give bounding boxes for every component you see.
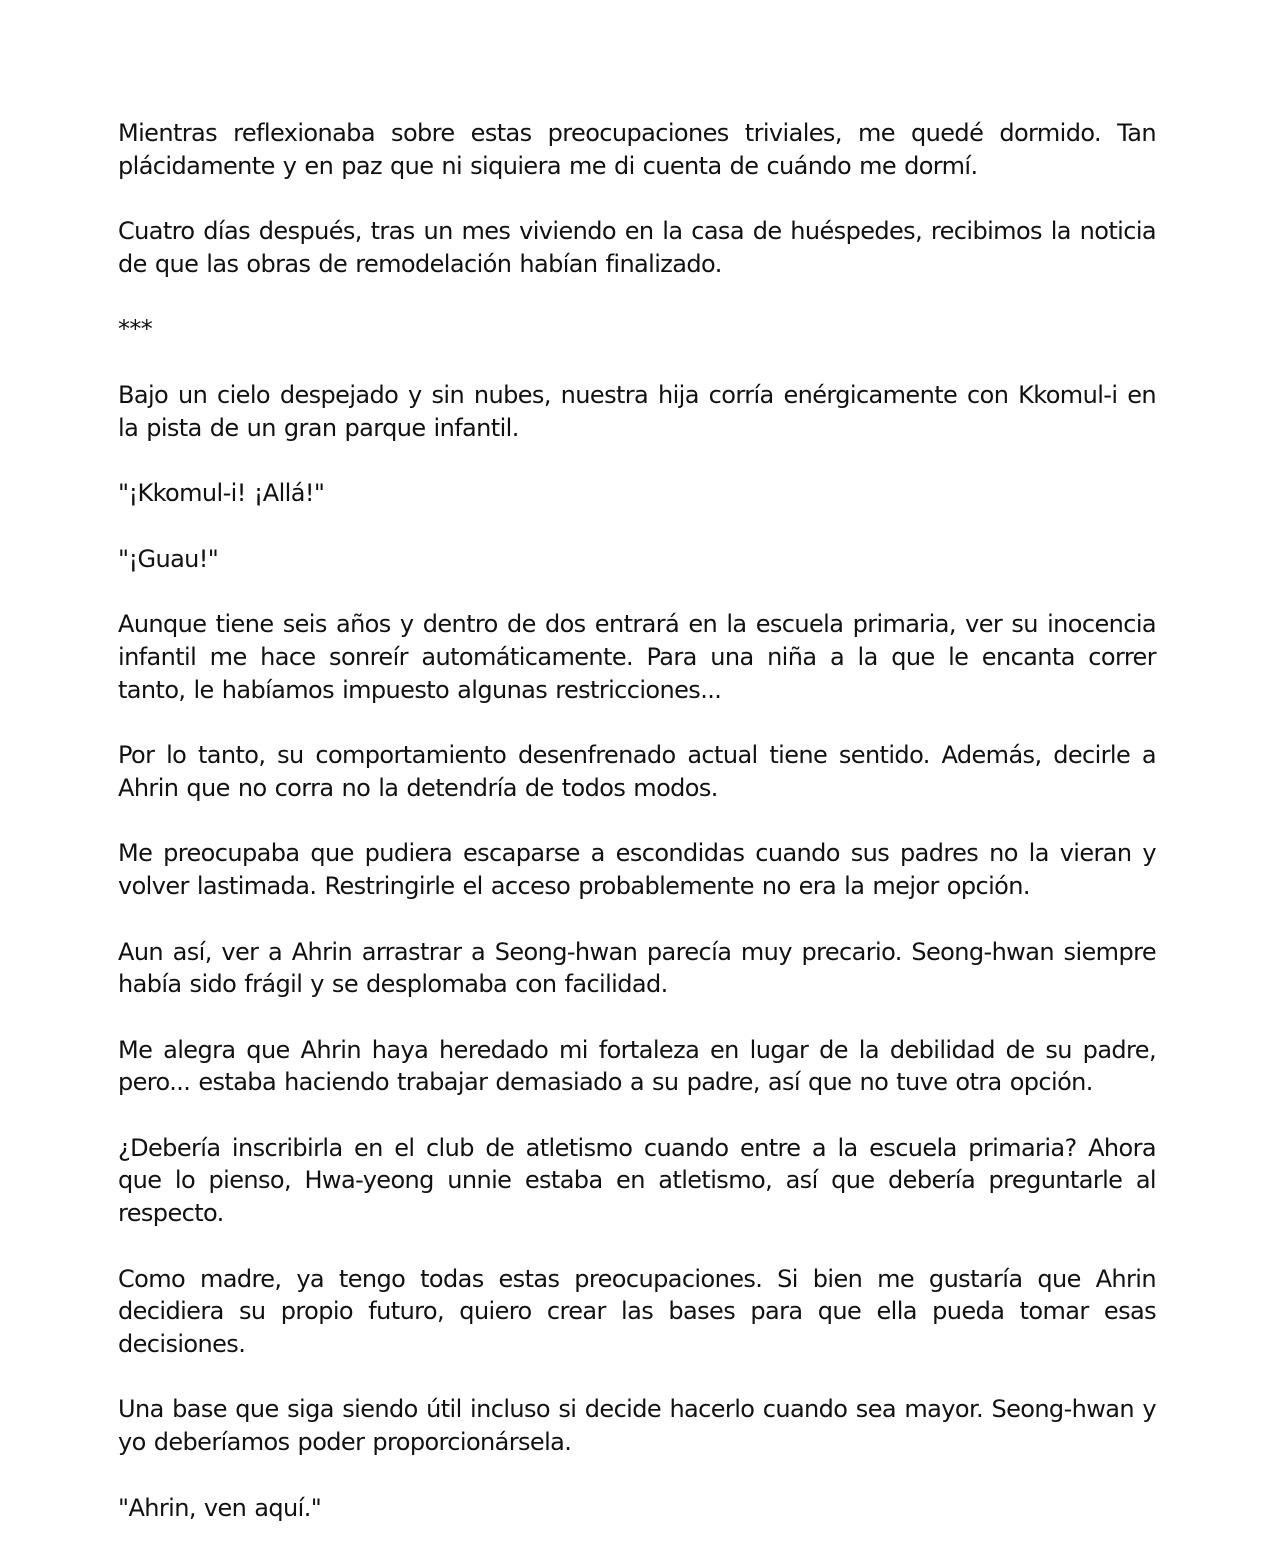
paragraph: Como madre, ya tengo todas estas preocupaciones. Si bien me gustaría que Ahrin decidiera su propio futuro, quiero crear las bases para que ella pueda tomar esas decisiones.: [118, 1264, 1156, 1358]
paragraph: Me alegra que Ahrin haya heredado mi fortaleza en lugar de la debilidad de su padre, pero... estaba haciendo trabajar demasiado a su padre, así que no tuve otra opción.: [118, 1035, 1156, 1097]
dialogue-line: "Ahrin, ven aquí.": [118, 1493, 322, 1522]
paragraph: Por lo tanto, su comportamiento desenfrenado actual tiene sentido. Además, decirle a Ahrin que no corra no la detendría de todos modos.: [118, 741, 1156, 802]
paragraph: Una base que siga siendo útil incluso si decide hacerlo cuando sea mayor. Seong-hwan y yo deberíamos poder proporcionársela.: [118, 1395, 1156, 1457]
paragraph: Bajo un cielo despejado y sin nubes, nuestra hija corría enérgicamente con Kkomul-i en la pista de un gran parque infantil.: [118, 380, 1156, 442]
paragraph: Cuatro días después, tras un mes viviendo en la casa de huéspedes, recibimos la noticia de que las obras de remodelación habían finalizado.: [118, 217, 1156, 278]
document-page: [118, 117, 1156, 1557]
paragraph: ¿Debería inscribirla en el club de atletismo cuando entre a la escuela primaria? Ahora que lo pienso, Hwa-yeong unnie estaba en atletismo, así que debería preguntarle al respecto.: [118, 1133, 1156, 1228]
paragraph: Aunque tiene seis años y dentro de dos entrará en la escuela primaria, ver su inocencia infantil me hace sonreír automáticamente. Para una niña a la que le encanta correr tanto, le habíamos impuesto algunas restricciones...: [118, 610, 1156, 704]
paragraph: Mientras reflexionaba sobre estas preocupaciones triviales, me quedé dormido. Tan plácidamente y en paz que ni siquiera me di cuenta de cuándo me dormí.: [118, 119, 1156, 180]
dialogue-line: "¡Kkomul-i! ¡Allá!": [118, 479, 325, 508]
dialogue-line: "¡Guau!": [118, 544, 219, 573]
paragraph: Aun así, ver a Ahrin arrastrar a Seong-hwan parecía muy precario. Seong-hwan siempre había sido frágil y se desplomaba con facilidad.: [118, 937, 1156, 999]
paragraph: Me preocupaba que pudiera escaparse a escondidas cuando sus padres no la vieran y volver lastimada. Restringirle el acceso probablemente no era la mejor opción.: [118, 839, 1156, 900]
scene-break: ***: [118, 315, 153, 344]
